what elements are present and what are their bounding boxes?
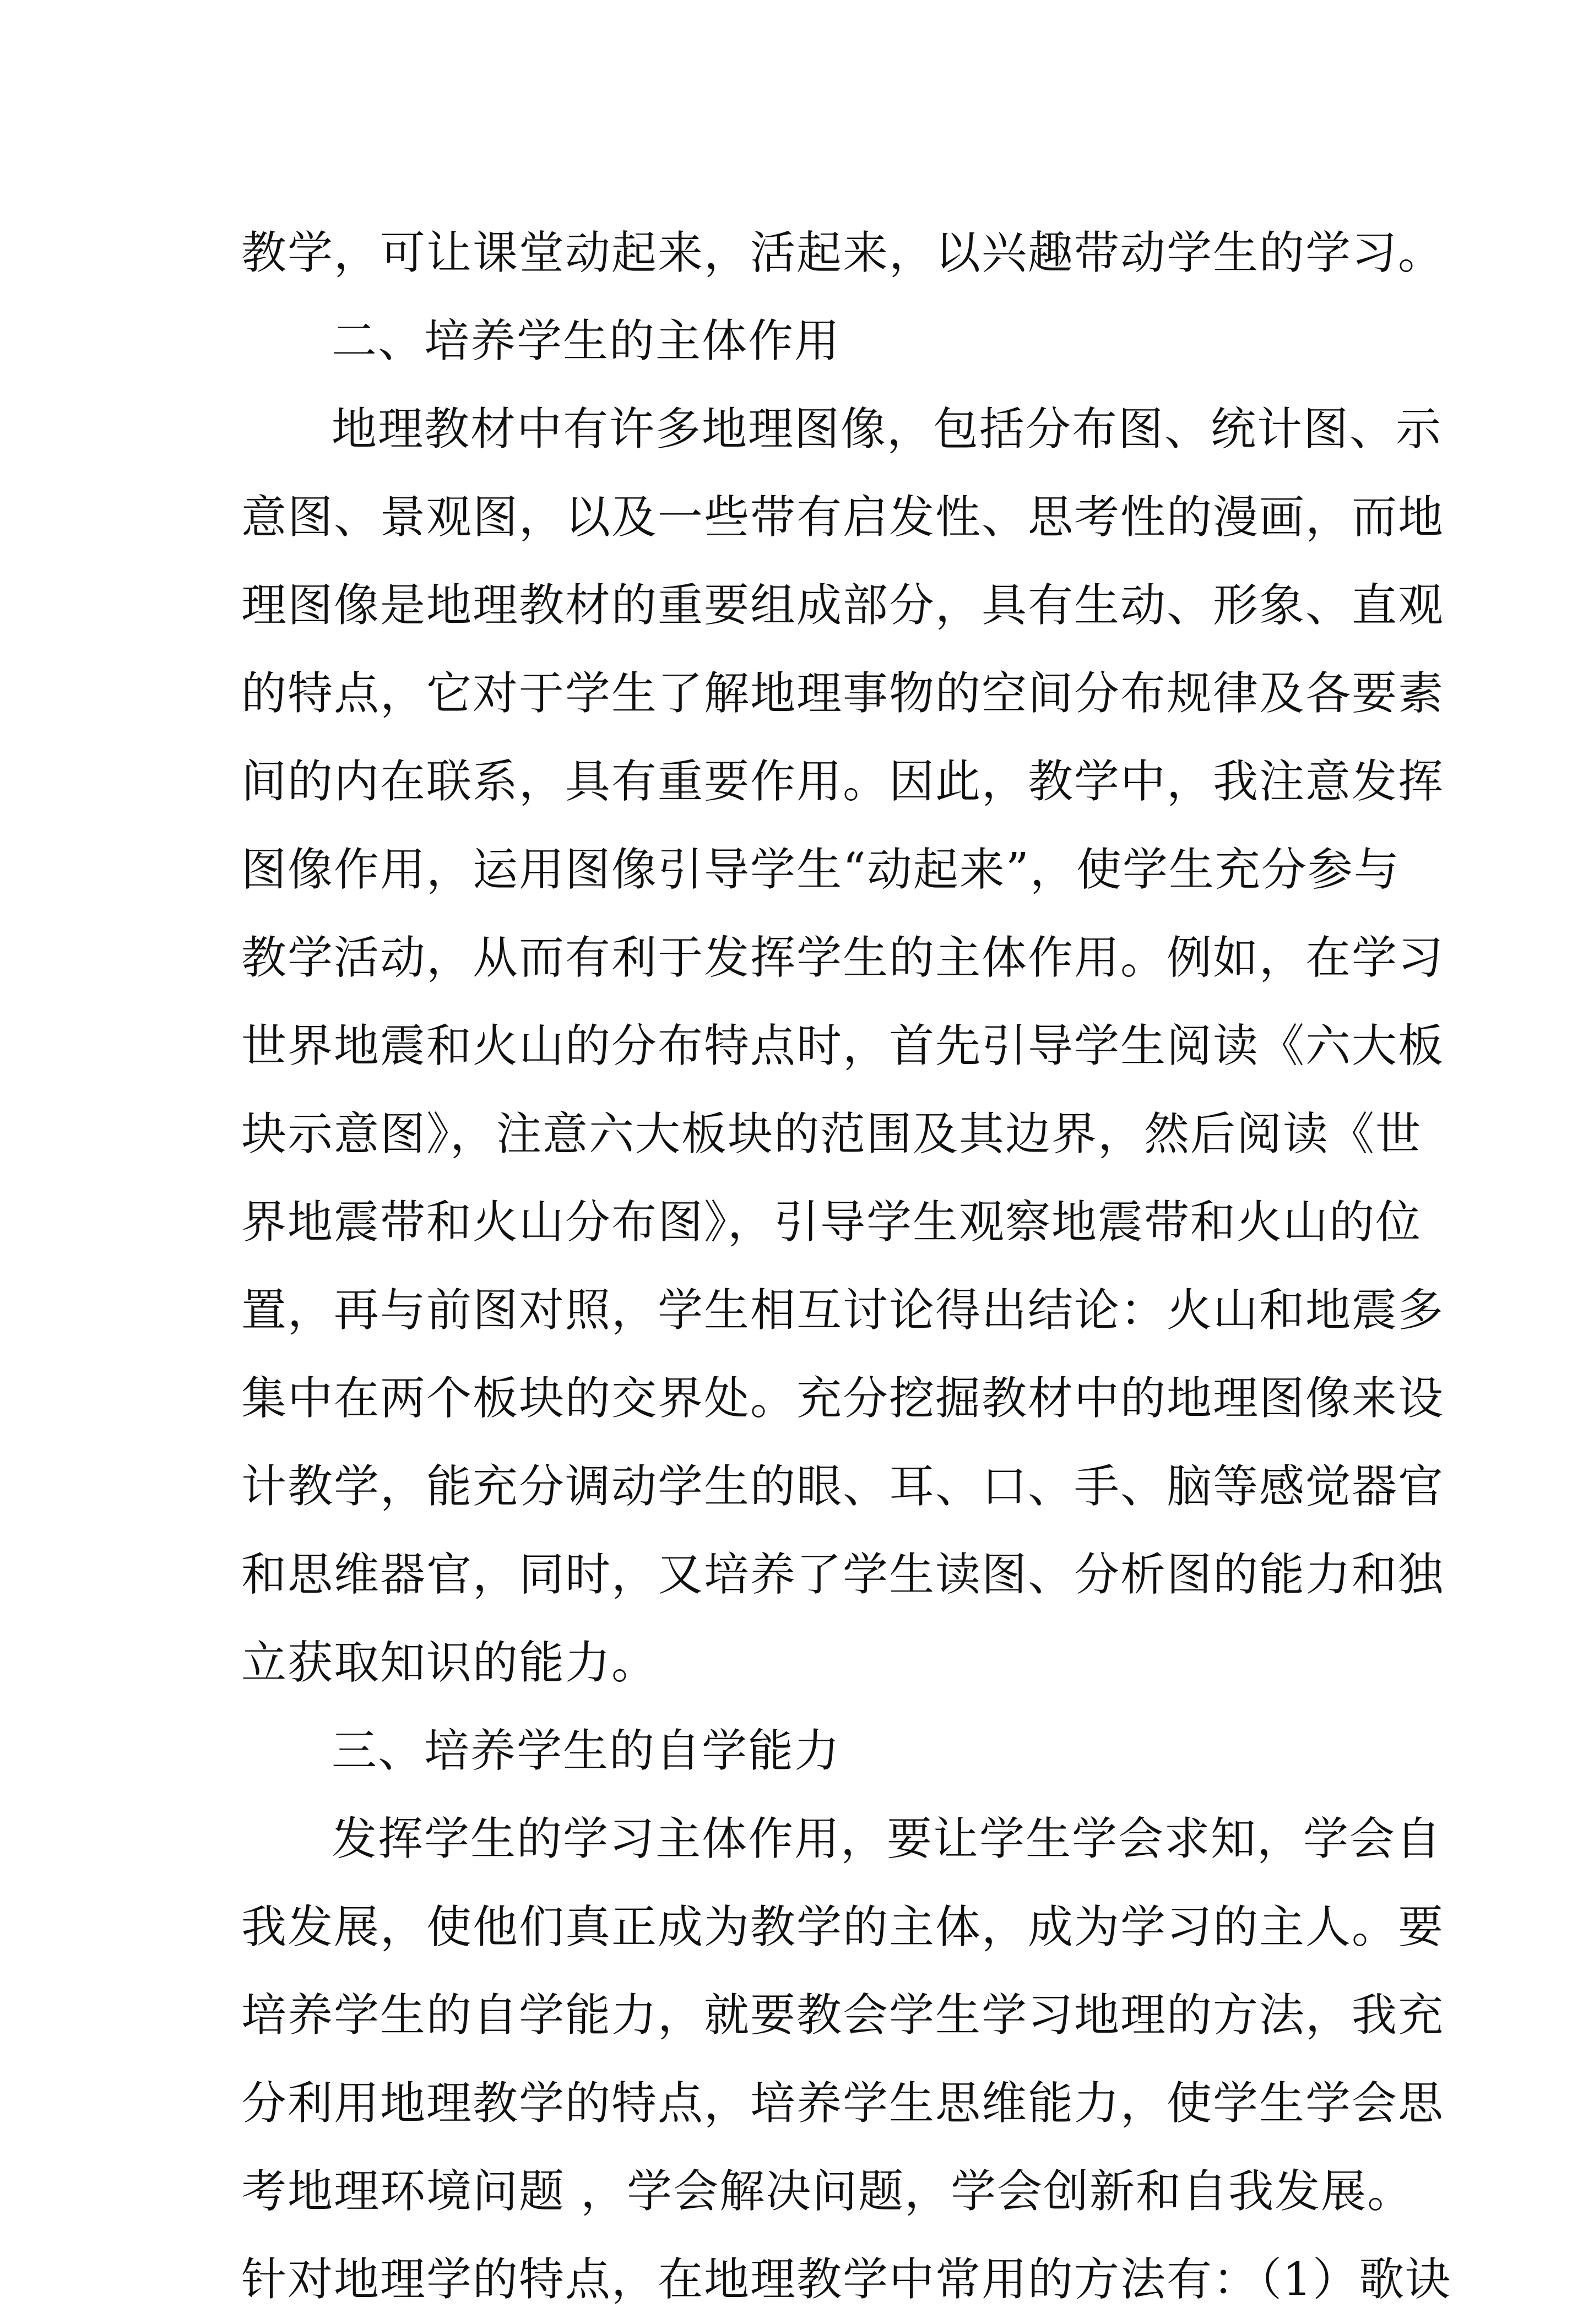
- text-line: 教学，可让课堂动起来，活起来，以兴趣带动学生的学习。: [241, 227, 1445, 279]
- text-line: 分利用地理教学的特点，培养学生思维能力，使学生学会思: [241, 2077, 1445, 2130]
- text-line: 立获取知识的能力。: [241, 1637, 658, 1689]
- text-line: 块示意图》，注意六大板块的范围及其边界，然后阅读《世: [241, 1108, 1422, 1160]
- text-line: 意图、景观图，以及一些带有启发性、思考性的漫画，而地: [241, 491, 1445, 544]
- text-line: 间的内在联系，具有重要作用。因此，教学中，我注意发挥: [241, 756, 1445, 808]
- document-body: [241, 209, 1452, 2324]
- text-line: 图像作用，运用图像引导学生“动起来”，使学生充分参与: [241, 844, 1400, 896]
- text-line: 界地震带和火山分布图》，引导学生观察地震带和火山的位: [241, 1196, 1422, 1248]
- text-line: 教学活动，从而有利于发挥学生的主体作用。例如，在学习: [241, 932, 1445, 984]
- text-line: 针对地理学的特点，在地理教学中常用的方法有：（1）歌诀: [241, 2254, 1452, 2306]
- text-line: 世界地震和火山的分布特点时，首先引导学生阅读《六大板: [241, 1020, 1445, 1072]
- text-line: 计教学，能充分调动学生的眼、耳、口、手、脑等感觉器官: [241, 1460, 1445, 1513]
- text-line: 的特点，它对于学生了解地理事物的空间分布规律及各要素: [241, 667, 1445, 720]
- text-line: 置，再与前图对照，学生相互讨论得出结论：火山和地震多: [241, 1284, 1445, 1337]
- text-line: 我发展，使他们真正成为教学的主体，成为学习的主人。要: [241, 1901, 1445, 1953]
- text-line: 理图像是地理教材的重要组成部分，具有生动、形象、直观: [241, 579, 1445, 632]
- text-line: 发挥学生的学习主体作用，要让学生学会求知，学会自: [332, 1813, 1443, 1865]
- section-heading-3: 三、培养学生的自学能力: [332, 1725, 841, 1777]
- text-line: 地理教材中有许多地理图像，包括分布图、统计图、示: [332, 403, 1443, 455]
- text-line: 和思维器官，同时，又培养了学生读图、分析图的能力和独: [241, 1549, 1445, 1601]
- text-line: 集中在两个板块的交界处。充分挖掘教材中的地理图像来设: [241, 1372, 1445, 1425]
- section-heading-2: 二、培养学生的主体作用: [332, 315, 841, 367]
- text-line: 考地理环境问题 ，学会解决问题，学会创新和自我发展。: [241, 2165, 1414, 2218]
- text-line: 培养学生的自学能力，就要教会学生学习地理的方法，我充: [241, 1989, 1445, 2041]
